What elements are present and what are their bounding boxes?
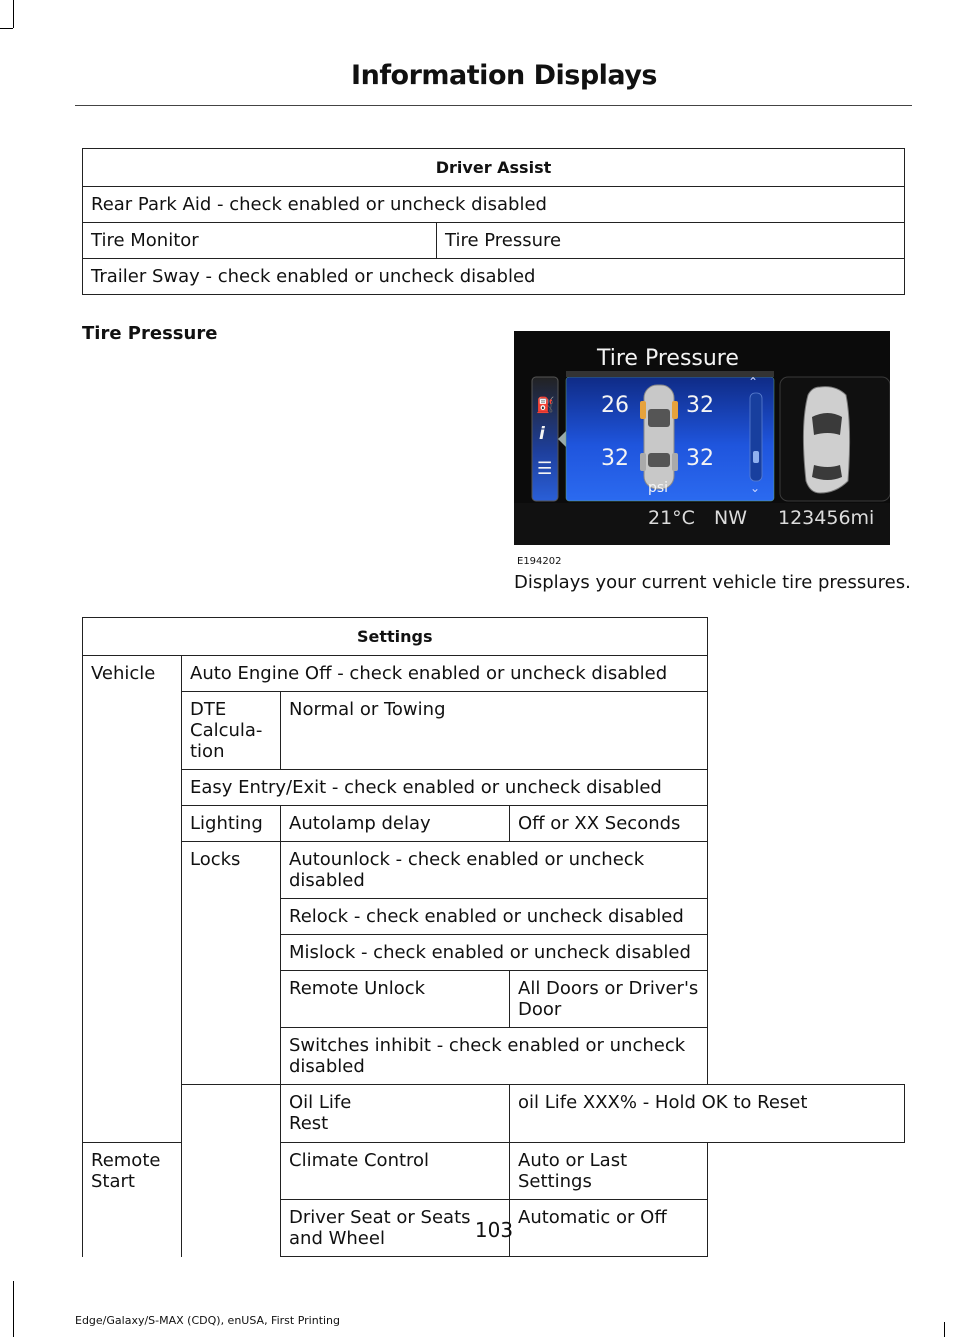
- table-cell: Locks: [182, 842, 281, 1085]
- driver-assist-table: [82, 148, 905, 295]
- car-top-icon: [640, 385, 678, 489]
- settings-table: [82, 617, 905, 1257]
- tire-pressure-display-image: [514, 331, 890, 545]
- outside-temperature: 21°C: [648, 507, 695, 529]
- table-cell: All Doors or Driver's Door: [510, 971, 708, 1028]
- figure-caption: Displays your current vehicle tire pressures.: [514, 572, 911, 593]
- table-heading: Settings: [83, 618, 708, 656]
- table-cell: Trailer Sway - check enabled or uncheck disabled: [83, 259, 905, 295]
- table-cell: Off or XX Seconds: [510, 806, 708, 842]
- table-cell: Tire Pressure: [437, 223, 905, 259]
- chevron-up-icon: ⌃: [748, 375, 759, 389]
- table-cell: Remote Start: [83, 1143, 182, 1257]
- table-cell: Automatic or Off: [510, 1200, 708, 1257]
- table-heading: Driver Assist: [83, 149, 905, 187]
- crop-mark-top-left-vertical: [13, 0, 14, 28]
- table-cell: Easy Entry/Exit - check enabled or uncheck disabled: [182, 770, 708, 806]
- table-cell: Autolamp delay: [281, 806, 510, 842]
- table-cell: Auto or Last Settings: [510, 1143, 708, 1200]
- display-title: Tire Pressure: [597, 346, 739, 371]
- fuel-pump-icon: ⛽: [536, 396, 555, 414]
- table-cell: Remote Unlock: [281, 971, 510, 1028]
- info-icon: i: [539, 424, 545, 444]
- footer-text: Edge/Galaxy/S-MAX (CDQ), enUSA, First Printing: [75, 1314, 341, 1327]
- crop-mark-bottom-right-vertical: [944, 1322, 945, 1337]
- figure-code: E194202: [517, 556, 562, 567]
- table-cell: Rear Park Aid - check enabled or uncheck disabled: [83, 187, 905, 223]
- table-cell: oil Life XXX% - Hold OK to Reset: [510, 1085, 905, 1143]
- table-cell: Switches inhibit - check enabled or uncheck disabled: [281, 1028, 708, 1085]
- compass-heading: NW: [714, 507, 747, 529]
- odometer: 123456mi: [778, 507, 875, 529]
- rear-right-pressure: 32: [686, 446, 714, 471]
- table-cell: Normal or Towing: [281, 692, 708, 770]
- pressure-unit: psi: [648, 480, 669, 496]
- table-cell: Oil Life Rest: [281, 1085, 510, 1143]
- header-divider: [75, 105, 912, 106]
- section-heading: Tire Pressure: [82, 323, 218, 344]
- front-right-pressure: 32: [686, 393, 714, 418]
- chevron-down-icon: ⌄: [750, 481, 761, 495]
- table-cell: Tire Monitor: [83, 223, 437, 259]
- car-top-icon: [803, 387, 849, 493]
- page-number: 103: [474, 1218, 514, 1242]
- table-cell: Vehicle: [83, 656, 182, 1143]
- crop-mark-bottom-left-vertical: [13, 1281, 14, 1337]
- rear-left-pressure: 32: [601, 446, 629, 471]
- table-cell: Lighting: [182, 806, 281, 842]
- table-cell: Climate Control: [281, 1143, 510, 1200]
- list-menu-icon: ☰: [537, 459, 553, 479]
- table-cell: Relock - check enabled or uncheck disabled: [281, 899, 708, 935]
- table-cell: Driver Seat or Seats and Wheel: [281, 1200, 510, 1257]
- front-left-pressure: 26: [601, 393, 629, 418]
- table-cell: Auto Engine Off - check enabled or uncheck disabled: [182, 656, 708, 692]
- table-cell: DTE Calcula- tion: [182, 692, 281, 770]
- table-cell: Mislock - check enabled or uncheck disabled: [281, 935, 708, 971]
- table-cell: Autounlock - check enabled or uncheck disabled: [281, 842, 708, 899]
- page-title: Information Displays: [351, 60, 657, 91]
- crop-mark-top-left-horizontal: [0, 28, 13, 29]
